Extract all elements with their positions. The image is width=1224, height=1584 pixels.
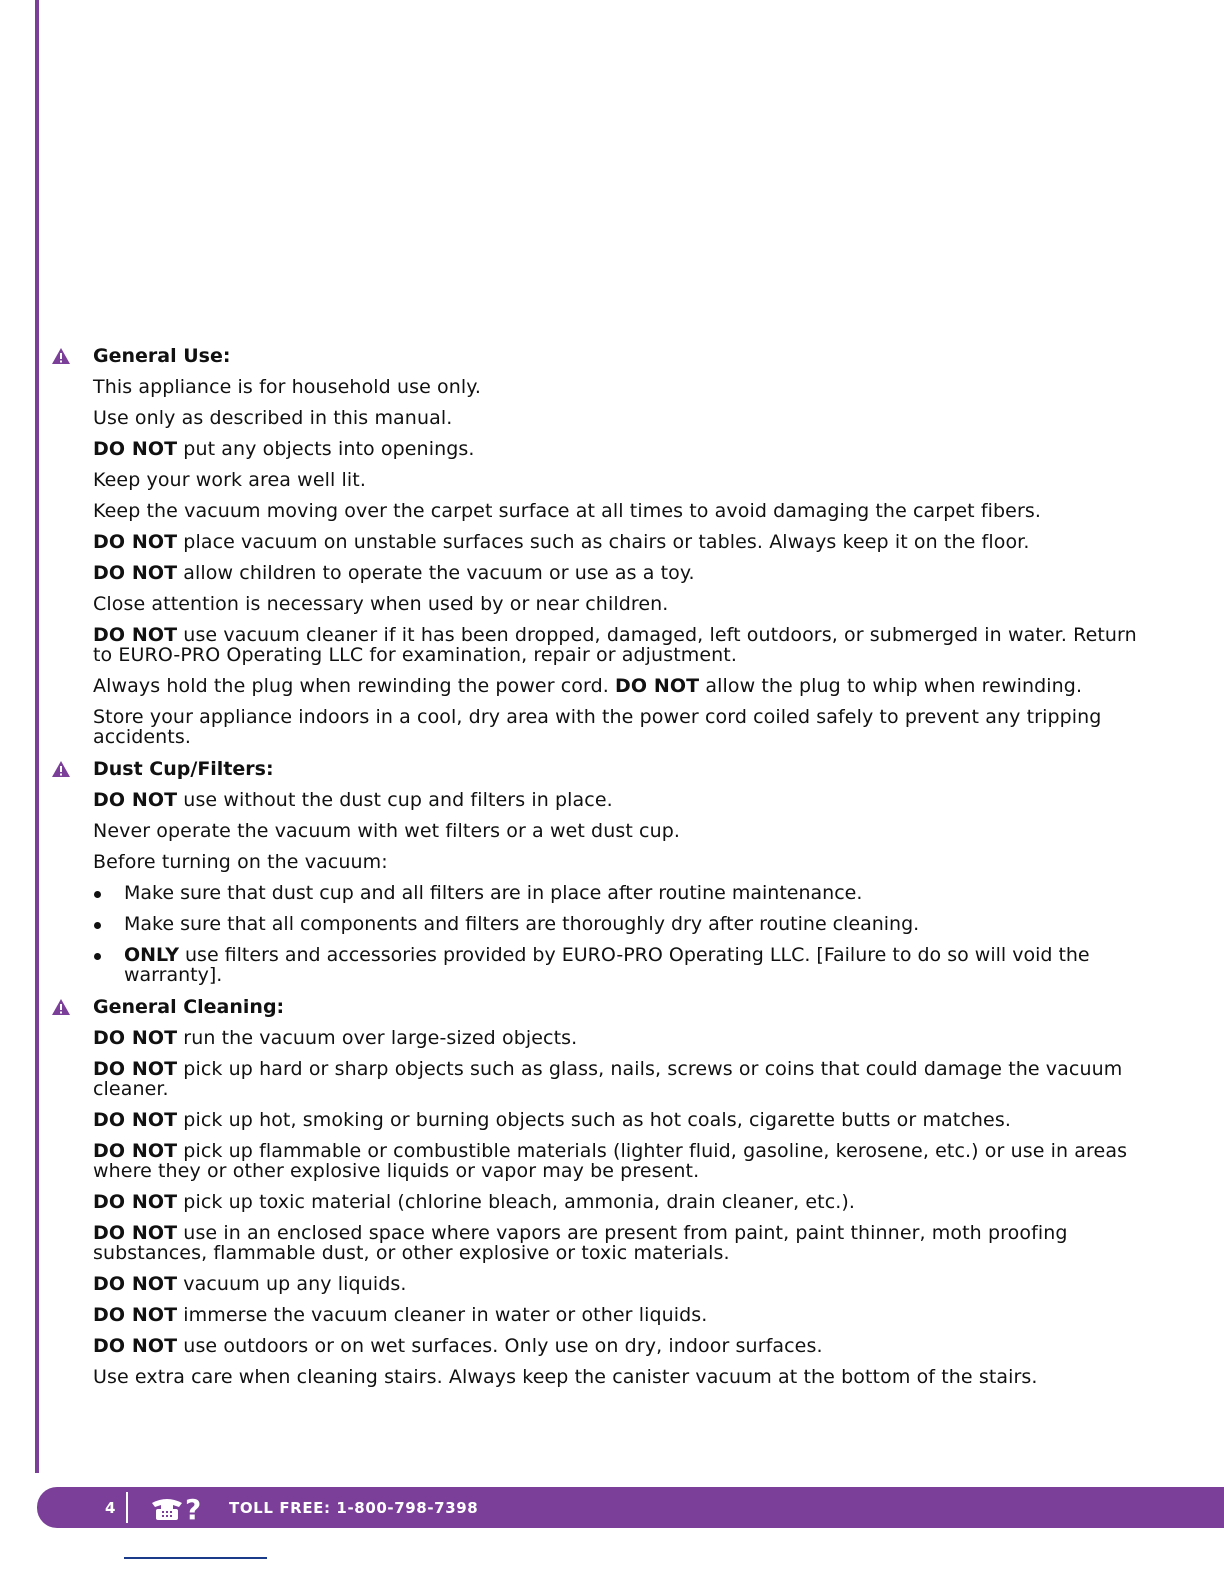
list-item: DO NOT pick up toxic material (chlorine bleach, ammonia, drain cleaner, etc.). — [93, 1191, 856, 1213]
list-item: Never operate the vacuum with wet filters or a wet dust cup. — [93, 820, 681, 842]
warning-icon — [52, 348, 70, 364]
section-heading-dust-cup-filters: Dust Cup/Filters: — [52, 758, 1162, 780]
list-item: DO NOT pick up hard or sharp objects such as glass, nails, screws or coins that could damage the vacuum cleaner. — [93, 1058, 1123, 1100]
list-item: Keep your work area well lit. — [93, 469, 366, 491]
section-heading-general-cleaning: General Cleaning: — [52, 996, 1162, 1018]
list-item: DO NOT use in an enclosed space where vapors are present from paint, paint thinner, moth proofing substances, flammable dust, or other explosive or toxic materials. — [93, 1222, 1068, 1264]
list-item: Close attention is necessary when used by or near children. — [93, 593, 669, 615]
list-item: Keep the vacuum moving over the carpet surface at all times to avoid damaging the carpet fibers. — [93, 500, 1042, 522]
list-item: DO NOT pick up flammable or combustible materials (lighter fluid, gasoline, kerosene, etc.) or use in areas where they or other explosive liquids or vapor may be present. — [93, 1140, 1128, 1182]
left-accent-rule — [35, 0, 39, 1473]
list-item: DO NOT run the vacuum over large-sized objects. — [93, 1027, 578, 1049]
footer-bar — [37, 1487, 1224, 1528]
list-item: DO NOT put any objects into openings. — [93, 438, 475, 460]
bullet-dot — [94, 922, 101, 929]
bullet-item: ONLY use filters and accessories provided by EURO-PRO Operating LLC. [Failure to do so will void the warranty]. — [52, 945, 1162, 985]
bullet-item: Make sure that all components and filters are thoroughly dry after routine cleaning. — [52, 914, 1162, 934]
safety-instructions — [52, 345, 1162, 1398]
warning-icon — [52, 761, 70, 777]
list-item: Before turning on the vacuum: — [93, 851, 388, 873]
bullet-dot — [94, 891, 101, 898]
warning-icon — [52, 999, 70, 1015]
toll-free-number: TOLL FREE: 1-800-798-7398 — [229, 1499, 479, 1517]
list-item: Use only as described in this manual. — [93, 407, 453, 429]
list-item: Always hold the plug when rewinding the power cord. DO NOT allow the plug to whip when rewinding. — [93, 675, 1083, 697]
footer-divider — [126, 1492, 128, 1523]
svg-text:?: ? — [185, 1493, 202, 1523]
bottom-link-underline — [124, 1557, 267, 1559]
list-item: DO NOT place vacuum on unstable surfaces such as chairs or tables. Always keep it on the floor. — [93, 531, 1030, 553]
bullet-dot — [94, 953, 101, 960]
phone-question-icon — [149, 1493, 205, 1523]
list-item: DO NOT allow children to operate the vacuum or use as a toy. — [93, 562, 695, 584]
list-item: DO NOT immerse the vacuum cleaner in water or other liquids. — [93, 1304, 708, 1326]
list-item: DO NOT use without the dust cup and filters in place. — [93, 789, 613, 811]
list-item: DO NOT pick up hot, smoking or burning objects such as hot coals, cigarette butts or matches. — [93, 1109, 1011, 1131]
list-item: DO NOT use vacuum cleaner if it has been dropped, damaged, left outdoors, or submerged in water. Return to EURO-PRO Operating LLC for examination, repair or adjustment. — [93, 624, 1137, 666]
list-item: DO NOT use outdoors or on wet surfaces. Only use on dry, indoor surfaces. — [93, 1335, 823, 1357]
page-number: 4 — [105, 1499, 116, 1517]
section-heading-general-use: General Use: — [52, 345, 1162, 367]
list-item: DO NOT vacuum up any liquids. — [93, 1273, 407, 1295]
list-item: Store your appliance indoors in a cool, dry area with the power cord coiled safely to prevent any tripping accidents. — [93, 706, 1102, 748]
list-item: Use extra care when cleaning stairs. Always keep the canister vacuum at the bottom of the stairs. — [93, 1366, 1038, 1388]
list-item: This appliance is for household use only. — [93, 376, 482, 398]
bullet-item: Make sure that dust cup and all filters are in place after routine maintenance. — [52, 883, 1162, 903]
